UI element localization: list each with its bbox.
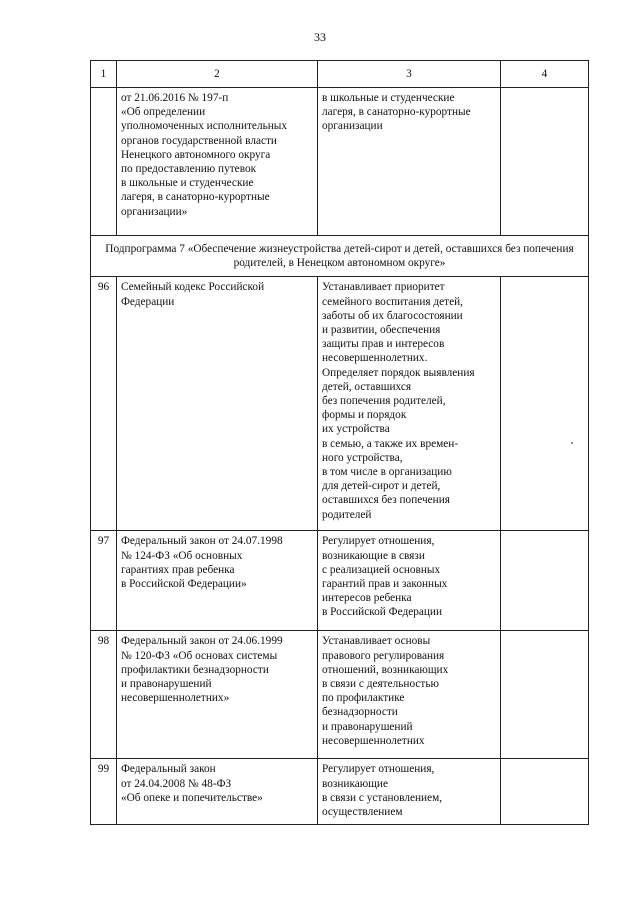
table-row [91,531,589,631]
column-header-4: 4 [501,61,589,88]
document-text: Семейный кодекс Российской Федерации [121,281,265,308]
column-header-1: 1 [91,61,117,88]
document-text: Федеральный закон от 24.06.1999 № 120-ФЗ «Об основах системы профилактики безнадзорности и правонарушений несовершеннолетних» [121,635,283,705]
content-cell [318,277,501,531]
content-text: Регулирует отношения, возникающие в связи с реализацией основных гарантий прав и законных интересов ребенка в Российской Федерации [322,535,448,619]
legal-acts-table [90,60,589,825]
subprogram-title: Подпрограмма 7 «Обеспечение жизнеустройства детей-сирот и детей, оставшихся без попечения родителей, в Ненецком автономном округе» [91,236,589,277]
page-number: 33 [314,30,326,44]
content-text: Устанавливает основы правового регулирования отношений, возникающих в связи с деятельностью по профилактике безнадзорности и правонарушений несовершеннолетних [322,635,449,747]
content-cell [318,759,501,825]
row-number [91,88,117,236]
document-cell [117,277,318,531]
content-text: в школьные и студенческие лагеря, в санаторно-курортные организации [322,92,471,133]
table-header-row [91,61,589,88]
document-text: Федеральный закон от 24.04.2008 № 48-ФЗ «Об опеке и попечительстве» [121,763,263,804]
note-cell [501,531,589,631]
content-cell [318,531,501,631]
document-text: от 21.06.2016 № 197-п «Об определении уполномоченных исполнительных органов государственной власти Ненецкого автономного округа по предоставлению путевок в школьные и студенческие лагеря, в санаторно-курортные организации» [121,92,288,218]
note-cell [501,277,589,531]
note-cell [501,88,589,236]
document-text: Федеральный закон от 24.07.1998 № 124-ФЗ «Об основных гарантиях прав ребенка в Российской Федерации» [121,535,283,591]
content-text: Устанавливает приоритет семейного воспитания детей, заботы об их благосостоянии и развитии, обеспечения защиты прав и интересов несовершеннолетних. Определяет порядок выявления детей, оставшихся без попечения родителей, формы и порядок их устройства в семью, а также их времен- ного устройства, в том числе в организацию для детей-сирот и детей, оставшихся без попечения родителей [322,281,475,521]
content-text: Регулирует отношения, возникающие в связи с установлением, осуществлением [322,763,443,819]
table-row [91,88,589,236]
row-number: 99 [91,759,117,825]
row-number: 97 [91,531,117,631]
document-cell [117,531,318,631]
document-cell [117,88,318,236]
scan-artifact [571,442,573,444]
table-row [91,631,589,759]
document-cell [117,759,318,825]
note-cell [501,631,589,759]
table-row [91,277,589,531]
content-cell [318,631,501,759]
row-number: 96 [91,277,117,531]
row-number: 98 [91,631,117,759]
subprogram-row [91,236,589,277]
column-header-3: 3 [318,61,501,88]
note-cell [501,759,589,825]
document-cell [117,631,318,759]
table-row [91,759,589,825]
column-header-2: 2 [117,61,318,88]
content-cell [318,88,501,236]
